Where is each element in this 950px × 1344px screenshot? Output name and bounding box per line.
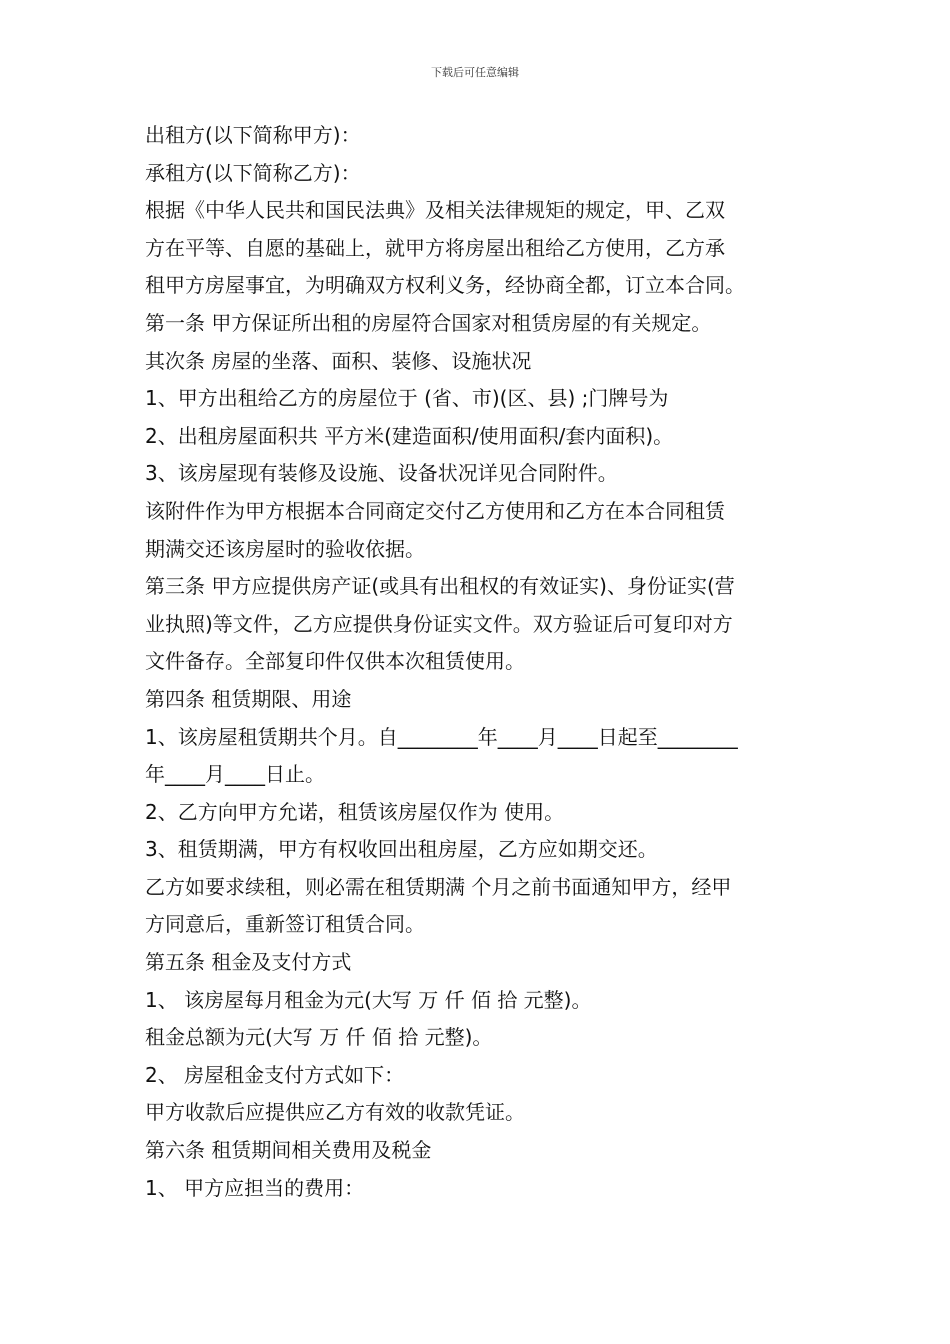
doc-line-article-2-item-1: 1、甲方出租给乙方的房屋位于 (省、市)(区、县) ;门牌号为 — [145, 386, 669, 411]
doc-line-attachment-1: 该附件作为甲方根据本合同商定交付乙方使用和乙方在本合同租赁 — [145, 498, 725, 523]
doc-line-article-4-item-3: 3、租赁期满，甲方有权收回出租房屋，乙方应如期交还。 — [145, 837, 658, 862]
doc-line-article-3-1: 第三条 甲方应提供房产证(或具有出租权的有效证实)、身份证实(营 — [145, 574, 735, 599]
doc-line-article-5-item-1: 1、 该房屋每月租金为元(大写 万 仟 佰 拾 元整)。 — [145, 987, 592, 1012]
doc-line-renewal-1: 乙方如要求续租，则必需在租赁期满 个月之前书面通知甲方，经甲 — [145, 874, 732, 899]
doc-line-preamble-3: 租甲方房屋事宜，为明确双方权利义务，经协商全都，订立本合同。 — [145, 273, 745, 298]
doc-line-article-5-total: 租金总额为元(大写 万 仟 佰 拾 元整)。 — [145, 1025, 493, 1050]
doc-line-article-2-item-3: 3、该房屋现有装修及设施、设备状况详见合同附件。 — [145, 461, 618, 486]
doc-line-article-1: 第一条 甲方保证所出租的房屋符合国家对租赁房屋的有关规定。 — [145, 310, 712, 335]
doc-line-article-3-3: 文件备存。全部复印件仅供本次租赁使用。 — [145, 649, 525, 674]
doc-line-lessee: 承租方(以下简称乙方)： — [145, 160, 361, 185]
doc-line-article-3-2: 业执照)等文件，乙方应提供身份证实文件。双方验证后可复印对方 — [145, 611, 733, 636]
doc-line-preamble-1: 根据《中华人民共和国民法典》及相关法律规矩的规定，甲、乙双 — [145, 198, 725, 223]
page-header-note: 下载后可任意编辑 — [431, 66, 519, 79]
doc-line-article-4-item-2: 2、乙方向甲方允诺，租赁该房屋仅作为 使用。 — [145, 799, 565, 824]
doc-line-article-5-receipt: 甲方收款后应提供应乙方有效的收款凭证。 — [145, 1100, 525, 1125]
doc-line-article-2-title: 其次条 房屋的坐落、面积、装修、设施状况 — [145, 348, 532, 373]
doc-line-article-4-item-1a: 1、该房屋租赁期共个月。自________年____月____日起至________ — [145, 724, 738, 749]
doc-line-article-2-item-2: 2、出租房屋面积共 平方米(建造面积/使用面积/套内面积)。 — [145, 423, 674, 448]
doc-line-article-4-item-1b: 年____月____日止。 — [145, 762, 325, 787]
doc-line-attachment-2: 期满交还该房屋时的验收依据。 — [145, 536, 425, 561]
doc-line-article-6-title: 第六条 租赁期间相关费用及税金 — [145, 1138, 432, 1163]
doc-line-article-6-item-1: 1、 甲方应担当的费用： — [145, 1175, 365, 1200]
doc-line-article-5-title: 第五条 租金及支付方式 — [145, 950, 352, 975]
doc-line-article-4-title: 第四条 租赁期限、用途 — [145, 686, 352, 711]
doc-line-lessor: 出租方(以下简称甲方)： — [145, 123, 361, 147]
doc-line-article-5-item-2: 2、 房屋租金支付方式如下： — [145, 1062, 405, 1087]
document-body — [145, 117, 810, 1207]
doc-line-renewal-2: 方同意后，重新签订租赁合同。 — [145, 912, 425, 937]
doc-line-preamble-2: 方在平等、自愿的基础上，就甲方将房屋出租给乙方使用，乙方承 — [145, 235, 725, 260]
